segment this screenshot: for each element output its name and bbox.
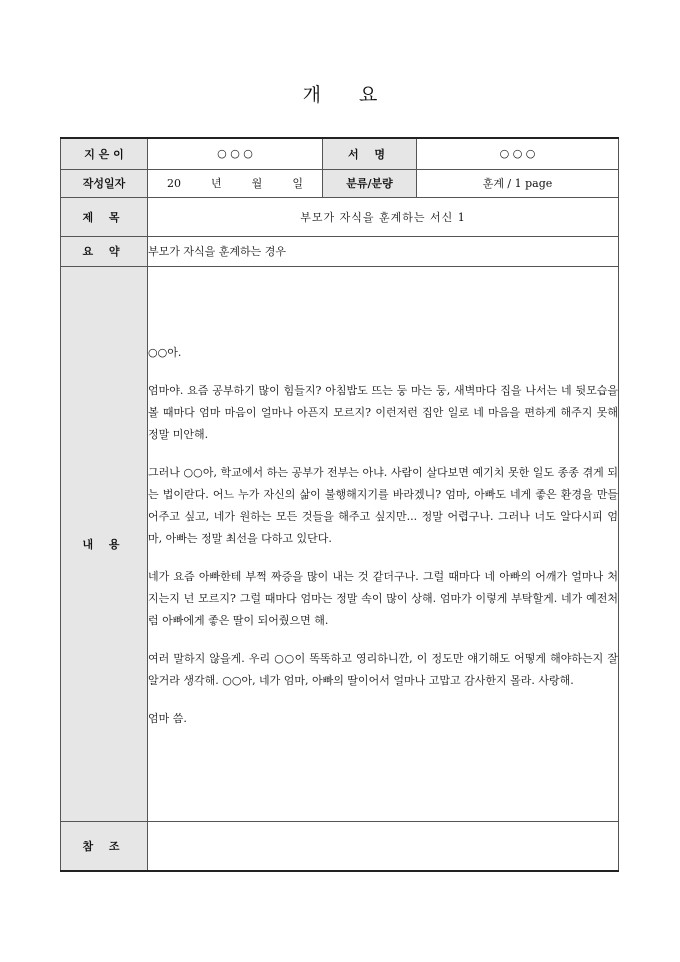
content-paragraph: 여러 말하지 않을게. 우리 ○○이 똑똑하고 영리하니깐, 이 정도만 얘기해도 어떻게 해야하는지 잘 알거라 생각해. ○○아, 네가 엄마, 아빠의 딸이어서 얼마나 고맙고 감사한지 몰라. 사랑해. [148,651,618,687]
label-date: 작성일자 [61,169,148,197]
date-year: 20 [167,177,182,190]
document-title [0,80,680,107]
row-content [61,266,619,821]
content-paragraph: 엄마야. 요즘 공부하기 많이 힘들지? 아침밥도 뜨는 둥 마는 둥, 새벽마다 집을 나서는 네 뒷모습을 볼 때마다 엄마 마음이 얼마나 아픈지 모르지? 이런저런 집안 일로 네 마음을 편하게 해주지 못해 정말 미안해. [148,383,618,441]
value-summary: 부모가 자식을 훈계하는 경우 [148,236,619,266]
summary-form-table [60,137,619,872]
date-day-unit: 일 [292,177,303,190]
value-reference [148,821,619,871]
label-author: 지 은 이 [61,138,148,169]
value-subject: 부모가 자식을 훈계하는 서신 1 [148,197,619,236]
label-content: 내 용 [61,266,148,821]
date-month-unit: 월 [251,177,263,190]
label-summary: 요 약 [61,236,148,266]
value-author: ○ ○ ○ [148,138,323,169]
label-subject: 제 목 [61,197,148,236]
content-signoff: 엄마 씀. [148,711,187,725]
row-subject [61,197,619,236]
content-paragraph: ○○아. [148,345,182,359]
value-category: 훈계 / 1 page [417,169,619,197]
date-year-unit: 년 [211,177,222,190]
value-content [148,266,619,821]
row-author [61,138,619,169]
content-paragraph: 그러나 ○○아, 학교에서 하는 공부가 전부는 아냐. 사람이 살다보면 예기치 못한 일도 종종 겪게 되는 법이란다. 어느 누가 자신의 삶이 불행해지기를 바라겠니? 엄마, 아빠도 네게 좋은 환경을 만들어주고 싶고, 네가 원하는 모든 것들을 해주고 싶지만... 정말 어렵구나. 그러나 너도 알다시피 엄마, 아빠는 정말 최선을 다하고 있단다. [148,465,618,545]
value-signature: ○ ○ ○ [417,138,619,169]
row-summary [61,236,619,266]
title-part-2: 요 [359,84,378,106]
content-paragraph: 네가 요즘 아빠한테 부쩍 짜증을 많이 내는 것 같더구나. 그럴 때마다 네 아빠의 어깨가 얼마나 처지는지 넌 모르지? 그럴 때마다 엄마는 정말 속이 많이 상해. 엄마가 이렇게 부탁할게. 네가 예전처럼 아빠에게 좋은 딸이 되어줬으면 해. [148,569,618,627]
label-signature: 서 명 [323,138,417,169]
label-category: 분류/분량 [323,169,417,197]
title-part-1: 개 [302,84,321,106]
label-reference: 참 조 [61,821,148,871]
row-reference [61,821,619,871]
value-date [148,169,323,197]
row-date [61,169,619,197]
